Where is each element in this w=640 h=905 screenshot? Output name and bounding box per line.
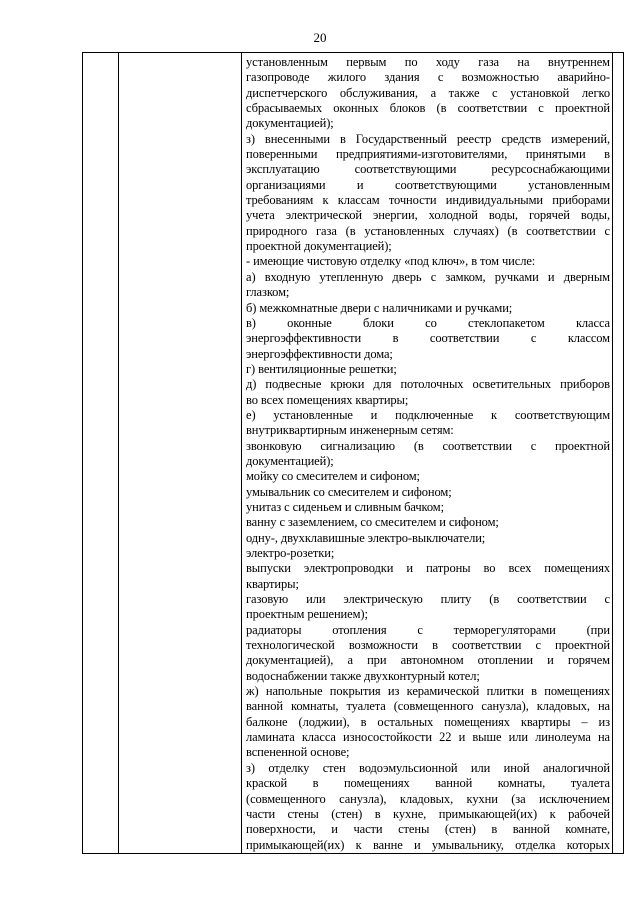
table-row bbox=[83, 53, 624, 854]
text-line: учета электрической энергии, холодной воды, горячей воды, bbox=[246, 208, 610, 223]
text-line: диспетчерского обслуживания, а также с установкой легко bbox=[246, 85, 610, 100]
text-line: энергоэффективности дома; bbox=[246, 346, 393, 361]
text-line: краской в помещениях ванной комнаты, туалета bbox=[246, 776, 610, 791]
text-line: - имеющие чистовую отделку «под ключ», в том числе: bbox=[246, 254, 536, 269]
text-line: з) отделку стен водоэмульсионной или иной аналогичной bbox=[246, 760, 610, 775]
text-line: организациями и соответствующими установленным bbox=[246, 177, 610, 192]
page-number: 20 bbox=[313, 30, 327, 45]
text-line: балконе (лоджии), в остальных помещениях квартиры – из bbox=[246, 714, 610, 729]
document-table bbox=[82, 52, 624, 854]
text-line: проектным решением); bbox=[246, 607, 368, 622]
text-line: звонковую сигнализацию (в соответствии с проектной bbox=[246, 438, 610, 453]
text-line: ванной комнаты, туалета (совмещенного санузла), кладовых, на bbox=[246, 699, 610, 714]
text-line: квартиры; bbox=[246, 576, 299, 591]
text-line: сбрасываемых оконных блоков (в соответствии с проектной bbox=[246, 101, 610, 116]
text-line: вспененной основе; bbox=[246, 745, 350, 760]
text-line: энергоэффективности в соответствии с классом bbox=[246, 331, 610, 346]
text-line: з) внесенными в Государственный реестр средств измерений, bbox=[246, 131, 610, 146]
text-line: радиаторы отопления с терморегуляторами (при bbox=[246, 622, 610, 637]
text-line: одну-, двухклавишные электро-выключатели; bbox=[246, 530, 486, 545]
text-line: д) подвесные крюки для потолочных осветительных приборов bbox=[246, 377, 610, 392]
table-cell-name bbox=[119, 53, 242, 854]
text-line: электро-розетки; bbox=[246, 546, 335, 560]
text-line: мойку со смесителем и сифоном; bbox=[246, 469, 420, 484]
description-text bbox=[246, 55, 610, 853]
text-line: газопроводе жилого здания с возможностью аварийно- bbox=[246, 70, 610, 85]
text-line: унитаз с сиденьем и сливным бачком; bbox=[246, 499, 444, 514]
text-line: (совмещенного санузла), кладовых, кухни (за исключением bbox=[246, 791, 610, 806]
text-line: требованиям к классам точности индивидуальными приборами bbox=[246, 193, 610, 208]
text-line: ванну с заземлением, со смесителем и сифоном; bbox=[246, 515, 499, 530]
table-cell-number bbox=[83, 53, 119, 854]
text-line: глазком; bbox=[246, 285, 290, 300]
text-line: г) вентиляционные решетки; bbox=[246, 361, 397, 376]
text-line: газовую или электрическую плиту (в соответствии с bbox=[246, 592, 610, 607]
text-line: умывальник со смесителем и сифоном; bbox=[246, 484, 452, 499]
text-line: внутриквартирным инженерным сетям: bbox=[246, 423, 454, 438]
text-line: технологической возможности в соответствии с проектной bbox=[246, 638, 610, 653]
text-line: а) входную утепленную дверь с замком, ручками и дверным bbox=[246, 269, 610, 284]
text-line: проектной документацией); bbox=[246, 239, 392, 254]
text-line: документацией), а при автономном отоплении и горячем bbox=[246, 653, 610, 668]
table-cell-description bbox=[242, 53, 613, 854]
text-line: в) оконные блоки со стеклопакетом класса bbox=[246, 315, 610, 330]
text-line: поверенными предприятиями-изготовителями, принятыми в bbox=[246, 147, 610, 162]
text-line: выпуски электропроводки и патроны во всех помещениях bbox=[246, 561, 610, 576]
text-line: документацией); bbox=[246, 116, 334, 131]
text-line: ламината класса износостойкости 22 и выше или линолеума на bbox=[246, 730, 610, 745]
text-line: е) установленные и подключенные к соответствующим bbox=[246, 407, 610, 422]
text-line: поверхности, и части стены (стен) в ванной комнате, bbox=[246, 822, 610, 837]
text-line: водоснабжении также двухконтурный котел; bbox=[246, 668, 480, 683]
text-line: документацией); bbox=[246, 453, 334, 468]
text-line: природного газа (в установленных случаях) (в соответствии с bbox=[246, 223, 610, 238]
text-line: части стены (стен) в кухне, примыкающей(их) к рабочей bbox=[246, 806, 610, 821]
text-line: б) межкомнатные двери с наличниками и ручками; bbox=[246, 300, 513, 315]
text-line: эксплуатацию соответствующими ресурсоснабжающими bbox=[246, 162, 610, 177]
text-line: установленным первым по ходу газа на внутреннем bbox=[246, 55, 610, 69]
text-line: примыкающей(их) к ванне и умывальнику, отделка которых bbox=[246, 837, 610, 852]
table-cell-note bbox=[613, 53, 624, 854]
text-line: ж) напольные покрытия из керамической плитки в помещениях bbox=[246, 684, 610, 699]
text-line: во всех помещениях квартиры; bbox=[246, 392, 409, 407]
